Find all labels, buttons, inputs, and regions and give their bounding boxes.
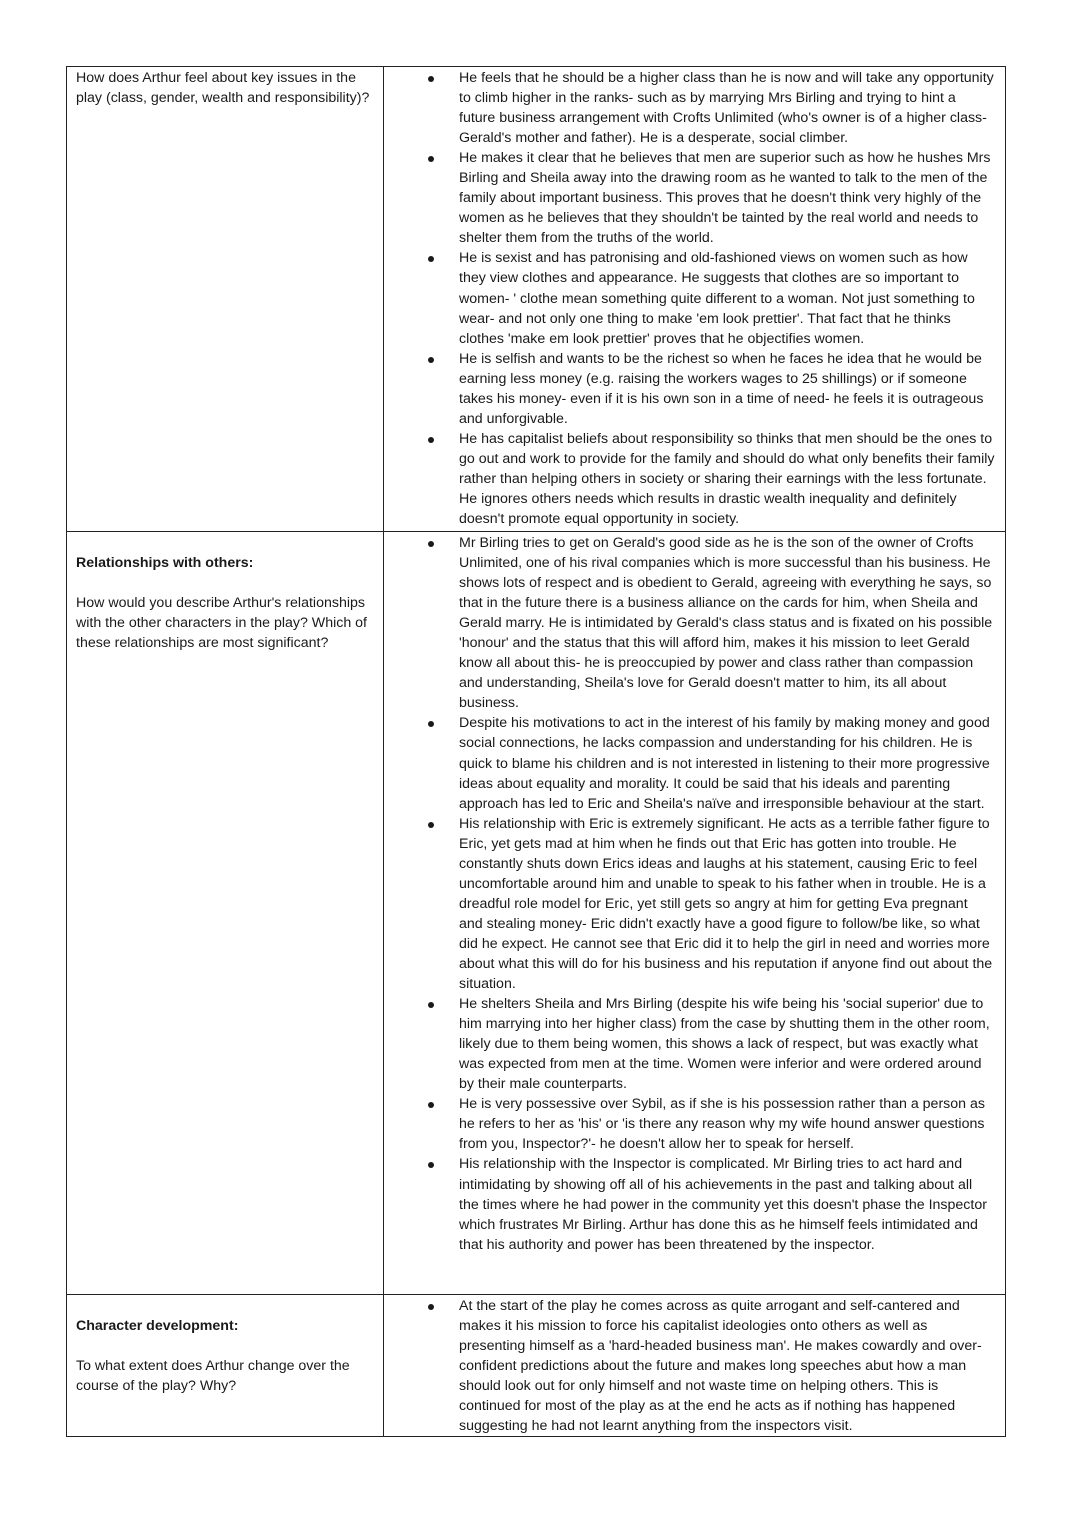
row-relationships [67, 532, 1006, 1295]
row-key-issues [67, 67, 1006, 532]
bullet-icon [428, 76, 434, 82]
section-title: Relationships with others: [76, 555, 254, 571]
answer-cell [384, 67, 1006, 532]
bullet-icon [428, 1162, 434, 1168]
bullet-icon [428, 256, 434, 262]
question-cell [67, 1295, 384, 1437]
question-cell [67, 532, 384, 1295]
answer-bullet: He is selfish and wants to be the richest so when he faces he idea that he would be earning less money (e.g. raising the workers wages to 25 shillings) or if someone takes his money- even if it is his own son in a time of need- he feels it is outrageous and unforgivable. [384, 349, 995, 429]
row-character-development [67, 1295, 1006, 1437]
answer-bullet: He shelters Sheila and Mrs Birling (despite his wife being his 'social superior' due to him marrying into her higher class) from the case by shutting them in the other room, likely due to them being women, this shows a lack of respect, but was exactly what was expected from men at the time. Women were inferior and were ordered around by their male counterparts. [384, 994, 995, 1094]
answer-cell [384, 1295, 1006, 1437]
bullet-icon [428, 437, 434, 443]
bullet-icon [428, 1304, 434, 1310]
answer-list [384, 1296, 995, 1436]
worksheet-table [66, 66, 1006, 1437]
bullet-icon [428, 541, 434, 547]
answer-bullet: He makes it clear that he believes that men are superior such as how he hushes Mrs Birling and Sheila away into the drawing room as he wanted to talk to the men of the family about important business. This proves that he doesn't think very highly of the women as he believes that they shouldn't be tainted by the real world and needs to shelter them from the truths of the world. [384, 148, 995, 248]
bullet-icon [428, 357, 434, 363]
bullet-icon [428, 156, 434, 162]
question-text: How does Arthur feel about key issues in the play (class, gender, wealth and responsibility)? [76, 70, 370, 106]
question-text: To what extent does Arthur change over the course of the play? Why? [76, 1358, 350, 1394]
answer-list [384, 68, 995, 529]
bullet-icon [428, 822, 434, 828]
question-cell [67, 67, 384, 532]
bullet-icon [428, 1102, 434, 1108]
answer-bullet: Mr Birling tries to get on Gerald's good side as he is the son of the owner of Crofts Unlimited, one of his rival companies which is more successful than his business. He shows lots of respect and is obedient to Gerald, agreeing with everything he says, so that in the future there is a business alliance on the cards for him, when Sheila and Gerald marry. He is intimidated by Gerald's class status and is fixated on his possible 'honour' and the status that this will afford him, makes it his mission to leet Gerald know all about this- he is preoccupied by power and class rather than compassion and understanding, Sheila's love for Gerald doesn't matter to him, its all about business. [384, 533, 995, 713]
answer-bullet: At the start of the play he comes across as quite arrogant and self-cantered and makes it his mission to force his capitalist ideologies onto others as well as presenting himself as a 'hard-headed business man'. He makes cowardly and over-confident predictions about the future and makes long speeches abut how a man should look out for only himself and not waste time on helping others. This is continued for most of the play as at the end he acts as if nothing has happened suggesting he had not learnt anything from the inspectors visit. [384, 1296, 995, 1436]
answer-bullet: He is very possessive over Sybil, as if she is his possession rather than a person as he refers to her as 'his' or 'is there any reason why my wife hound answer questions from you, Inspector?'- he doesn't allow her to speak for herself. [384, 1094, 995, 1154]
answer-bullet: Despite his motivations to act in the interest of his family by making money and good social connections, he lacks compassion and understanding for his children. He is quick to blame his children and is not interested in listening to their more progressive ideas about equality and morality. It could be said that his ideals and parenting approach has led to Eric and Sheila's naïve and irresponsible behaviour at the start. [384, 713, 995, 813]
answer-bullet: He feels that he should be a higher class than he is now and will take any opportunity to climb higher in the ranks- such as by marrying Mrs Birling and trying to hint a future business arrangement with Crofts Unlimited (who's owner is of a higher class- Gerald's mother and father). He is a desperate, social climber. [384, 68, 995, 148]
section-title: Character development: [76, 1318, 239, 1334]
bullet-icon [428, 1002, 434, 1008]
answer-cell [384, 532, 1006, 1295]
answer-bullet: His relationship with the Inspector is complicated. Mr Birling tries to act hard and intimidating by showing off all of his achievements in the past and talking about all the times where he had power in the community yet this doesn't phase the Inspector which frustrates Mr Birling. Arthur has done this as he himself feels intimidated and that his authority and power has been threatened by the inspector. [384, 1154, 995, 1254]
question-text: How would you describe Arthur's relationships with the other characters in the play? Which of these relationships are most significant? [76, 595, 367, 651]
answer-bullet: He has capitalist beliefs about responsibility so thinks that men should be the ones to go out and work to provide for the family and should do what only benefits their family rather than helping others in society or sharing their earnings with the less fortunate. He ignores others needs which results in drastic wealth inequality and definitely doesn't promote equal opportunity in society. [384, 429, 995, 529]
answer-bullet: He is sexist and has patronising and old-fashioned views on women such as how they view clothes and appearance. He suggests that clothes are so important to women- ' clothe mean something quite different to a woman. Not just something to wear- and not only one thing to make 'em look prettier'. That fact that he thinks clothes 'make em look prettier' proves that he objectifies women. [384, 248, 995, 348]
answer-bullet: His relationship with Eric is extremely significant. He acts as a terrible father figure to Eric, yet gets mad at him when he finds out that Eric has gotten into trouble. He constantly shuts down Erics ideas and laughs at his statement, causing Eric to feel uncomfortable around him and unable to speak to his father when in trouble. He is a dreadful role model for Eric, yet still gets so angry at him for getting Eva pregnant and stealing money- Eric didn't exactly have a good figure to follow/be like, so what did he expect. He cannot see that Eric did it to help the girl in need and worries more about what this will do for his business and his reputation if anyone find out about the situation. [384, 814, 995, 994]
bullet-icon [428, 721, 434, 727]
answer-list [384, 533, 995, 1255]
